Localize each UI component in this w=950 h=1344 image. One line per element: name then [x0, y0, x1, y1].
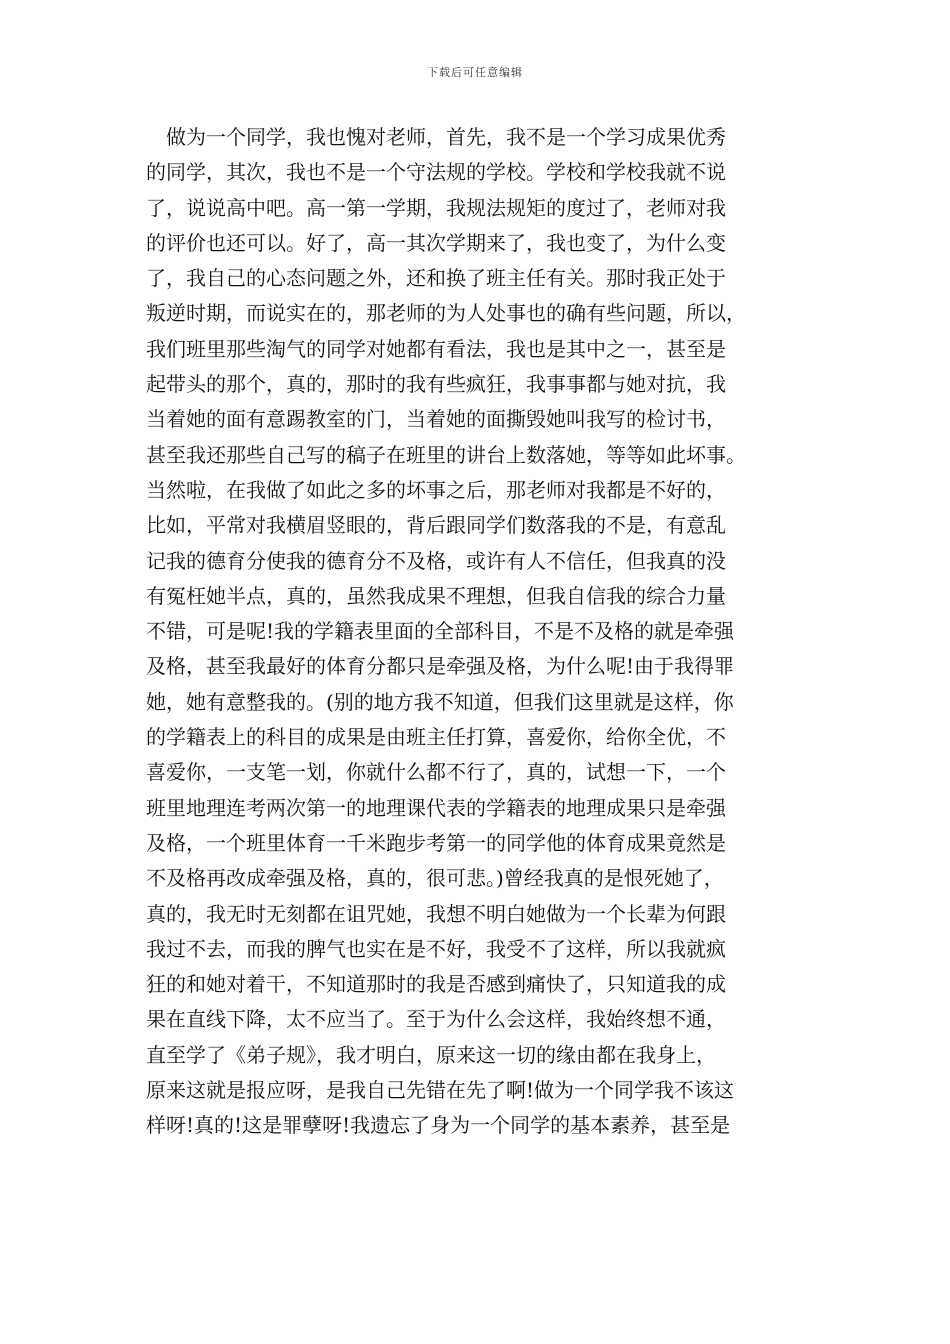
text-line: 直至学了《弟子规》，我才明白，原来这一切的缘由都在我身上，: [146, 1042, 716, 1067]
text-line: 及格，一个班里体育一千米跑步考第一的同学他的体育成果竟然是: [146, 830, 726, 855]
text-line: 当着她的面有意踢教室的门，当着她的面撕毁她叫我写的检讨书，: [146, 407, 726, 432]
text-line: 做为一个同学，我也愧对老师，首先，我不是一个学习成果优秀: [146, 125, 726, 149]
text-line: 原来这就是报应呀，是我自己先错在先了啊!做为一个同学我不该这: [146, 1078, 735, 1103]
text-line: 样呀!真的!这是罪孽呀!我遗忘了身为一个同学的基本素养，甚至是: [146, 1113, 731, 1138]
text-line: 我过不去，而我的脾气也实在是不好，我受不了这样，所以我就疯: [146, 936, 726, 961]
text-line: 不及格再改成牵强及格，真的，很可悲。)曾经我真的是恨死她了，: [146, 866, 724, 891]
text-line: 喜爱你，一支笔一划，你就什么都不行了，真的，试想一下，一个: [146, 760, 726, 785]
text-line: 甚至我还那些自己写的稿子在班里的讲台上数落她，等等如此坏事。: [146, 442, 746, 467]
page-header: 下载后可任意编辑: [427, 66, 523, 79]
text-line: 果在直线下降，太不应当了。至于为什么会这样，我始终想不通，: [146, 1007, 726, 1032]
text-line: 记我的德育分使我的德育分不及格，或许有人不信任，但我真的没: [146, 548, 726, 573]
text-line: 班里地理连考两次第一的地理课代表的学籍表的地理成果只是牵强: [146, 795, 726, 820]
text-line: 的同学，其次，我也不是一个守法规的学校。学校和学校我就不说: [146, 160, 726, 185]
text-line: 有冤枉她半点，真的，虽然我成果不理想，但我自信我的综合力量: [146, 583, 726, 608]
text-line: 真的，我无时无刻都在诅咒她，我想不明白她做为一个长辈为何跟: [146, 901, 726, 926]
text-line: 的评价也还可以。好了，高一其次学期来了，我也变了，为什么变: [146, 230, 726, 255]
text-line: 起带头的那个，真的，那时的我有些疯狂，我事事都与她对抗，我: [146, 372, 726, 397]
document-body: [146, 120, 826, 1144]
text-line: 比如，平常对我横眉竖眼的，背后跟同学们数落我的不是，有意乱: [146, 513, 726, 538]
text-line: 叛逆时期，而说实在的，那老师的为人处事也的确有些问题，所以，: [146, 301, 746, 326]
text-line: 及格，甚至我最好的体育分都只是牵强及格，为什么呢!由于我得罪: [146, 654, 735, 679]
text-line: 狂的和她对着干，不知道那时的我是否感到痛快了，只知道我的成: [146, 972, 726, 997]
text-line: 了，说说高中吧。高一第一学期，我规法规矩的度过了，老师对我: [146, 195, 726, 220]
text-line: 不错，可是呢!我的学籍表里面的全部科目，不是不及格的就是牵强: [146, 619, 735, 644]
text-line: 我们班里那些淘气的同学对她都有看法，我也是其中之一，甚至是: [146, 336, 726, 361]
text-line: 的学籍表上的科目的成果是由班主任打算，喜爱你，给你全优，不: [146, 725, 726, 750]
text-line: 了，我自己的心态问题之外，还和换了班主任有关。那时我正处于: [146, 266, 726, 291]
text-line: 当然啦，在我做了如此之多的坏事之后，那老师对我都是不好的，: [146, 477, 726, 502]
text-line: 她，她有意整我的。(别的地方我不知道，但我们这里就是这样，你: [146, 689, 734, 714]
